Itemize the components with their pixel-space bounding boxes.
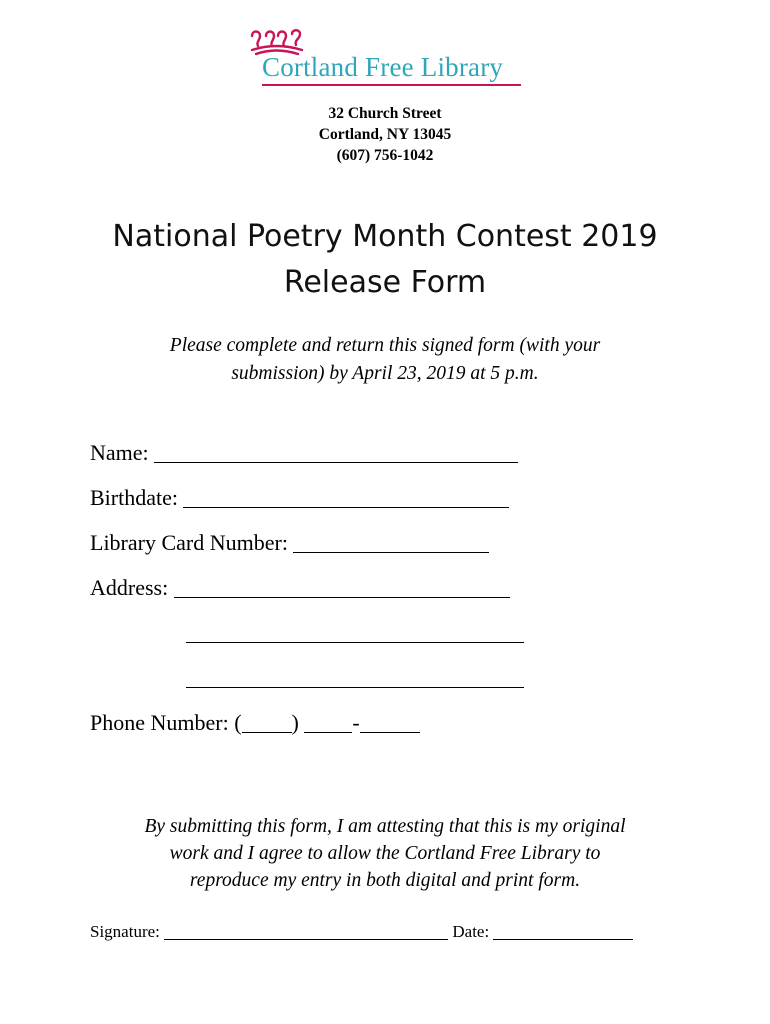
library-name: Cortland Free Library — [262, 52, 504, 82]
address-line-3 — [186, 665, 524, 691]
phone-dash: - — [352, 710, 360, 735]
birthdate-blank[interactable] — [183, 487, 509, 508]
address-line-2 — [186, 620, 524, 646]
attestation — [0, 813, 770, 894]
attestation-line-3: reproduce my entry in both digital and print form. — [189, 870, 581, 891]
name-blank[interactable] — [154, 442, 518, 463]
name-label: Name: — [90, 440, 149, 465]
address-field — [90, 575, 510, 601]
area-code-blank[interactable] — [242, 712, 292, 733]
address-blank-2[interactable] — [186, 622, 524, 643]
phone-open-paren: ( — [234, 710, 242, 735]
phone-field — [90, 710, 420, 736]
birthdate-label: Birthdate: — [90, 485, 178, 510]
street-address: 32 Church Street — [328, 105, 442, 122]
phone-label: Phone Number: — [90, 710, 229, 735]
birthdate-field — [90, 485, 509, 511]
attestation-line-2: work and I agree to allow the Cortland Free Library to — [169, 843, 601, 864]
instructions-line-1: Please complete and return this signed form (with your — [169, 335, 601, 356]
date-blank[interactable] — [493, 923, 633, 940]
title-line-1: National Poetry Month Contest 2019 — [112, 219, 658, 254]
library-logo — [248, 28, 528, 90]
phone-prefix-blank[interactable] — [304, 712, 352, 733]
title-line-2: Release Form — [283, 265, 487, 300]
signature-label: Signature: — [90, 922, 160, 941]
page-title — [0, 214, 770, 306]
address-blank-1[interactable] — [174, 577, 510, 598]
library-card-blank[interactable] — [293, 532, 489, 553]
signature-row — [90, 922, 633, 942]
address-label: Address: — [90, 575, 169, 600]
library-phone: (607) 756-1042 — [336, 147, 434, 164]
date-label: Date: — [452, 922, 490, 941]
name-field — [90, 440, 518, 466]
address-blank-3[interactable] — [186, 667, 524, 688]
phone-close-paren: ) — [291, 710, 299, 735]
phone-line-blank[interactable] — [360, 712, 420, 733]
attestation-line-1: By submitting this form, I am attesting that this is my original — [144, 816, 626, 837]
logo-divider — [262, 84, 521, 86]
library-card-field — [90, 530, 489, 556]
instructions — [0, 332, 770, 388]
signature-blank[interactable] — [164, 923, 448, 940]
instructions-line-2: submission) by April 23, 2019 at 5 p.m. — [231, 363, 539, 384]
library-address — [0, 103, 770, 166]
library-card-label: Library Card Number: — [90, 530, 288, 555]
city-state-zip: Cortland, NY 13045 — [318, 126, 452, 143]
